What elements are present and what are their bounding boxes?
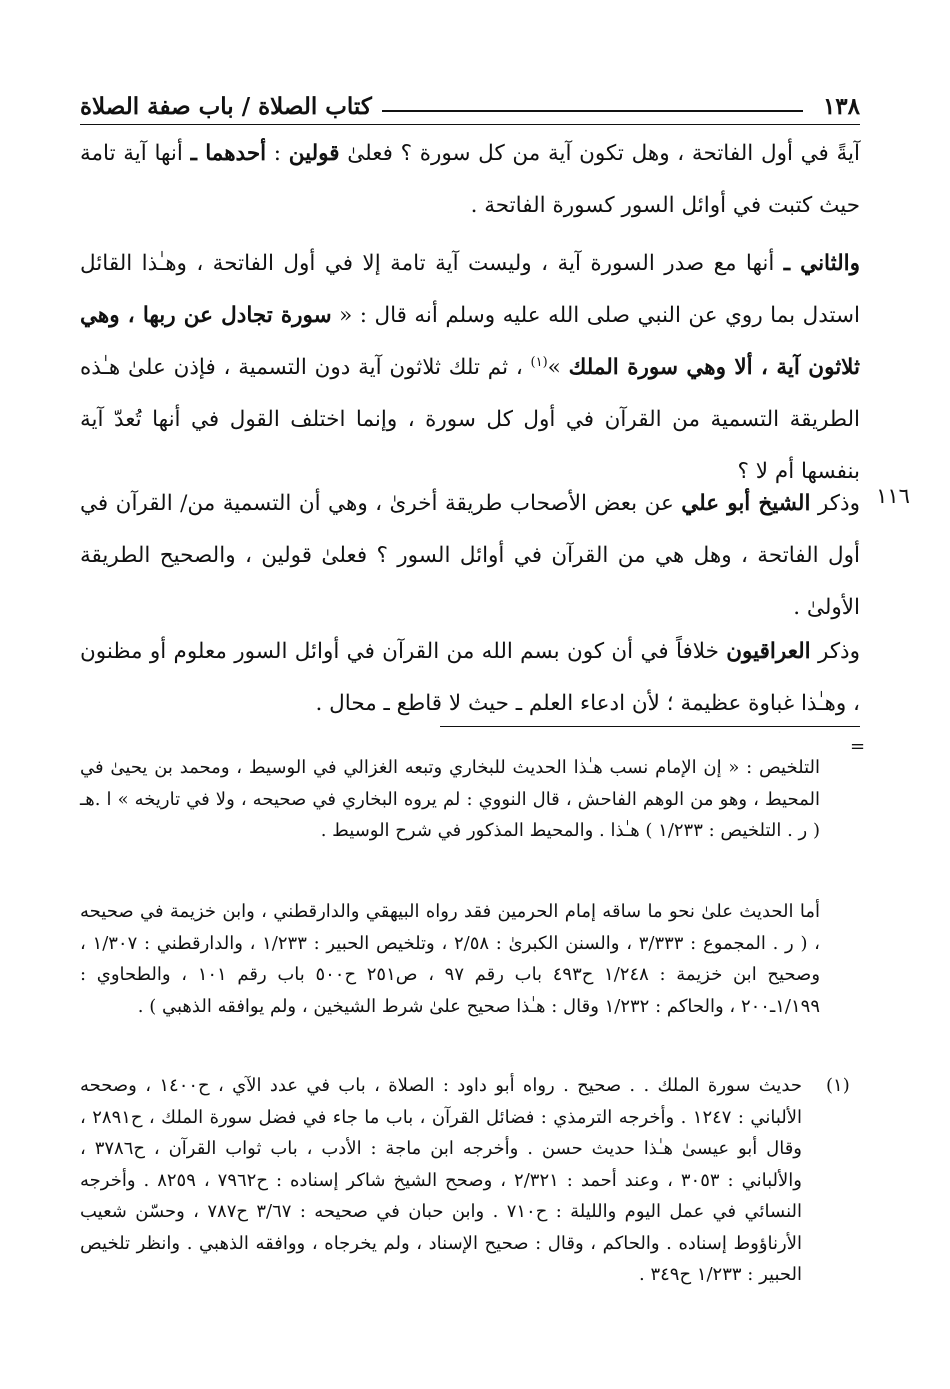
footnote-1 (80, 1070, 802, 1291)
margin-page-number: ١١٦ (876, 484, 910, 508)
header-divider (80, 124, 860, 125)
footnote-reference[interactable]: (١) (530, 354, 548, 370)
text: أنها آية تامة حيث كتبت في أوائل السور كسورة الفاتحة . (80, 141, 860, 218)
text: عن بعض الأصحاب طريقة أخرىٰ ، وهي أن التسمية من/ القرآن في أول الفاتحة ، وهل هي من القرآن في أوائل السور ؟ فعلىٰ قولين ، والصحيح الطريقة الأولىٰ . (80, 491, 860, 620)
footnote-continuation-1 (80, 752, 820, 847)
continuation-mark: = (850, 736, 866, 757)
bold-term: قولين (288, 141, 340, 166)
text: وذكر (810, 491, 860, 516)
page-number: ١٣٨ (822, 93, 860, 120)
text: وذكر (810, 639, 861, 664)
footnote-continuation-2 (80, 896, 820, 1022)
text: آيةً في أول الفاتحة ، وهل تكون آية من كل سورة ؟ فعلىٰ (339, 141, 861, 166)
paragraph-3 (80, 478, 860, 634)
chapter-title: كتاب الصلاة / باب صفة الصلاة (80, 93, 372, 120)
text: خلافاً في أن كون بسم الله من القرآن في أوائل السور معلوم أو مظنون ، وهـٰذا غباوة عظيمة ؛ لأن ادعاء العلم ـ حيث لا قاطع ـ محال . (80, 639, 860, 716)
footnote-text: التلخيص : « إن الإمام نسب هـٰذا الحديث للبخاري وتبعه الغزالي في الوسيط ، ومحمد بن يحيىٰ في المحيط ، وهو من الوهم الفاحش ، قال النووي : لم يروه البخاري في صحيحه ، ولا في تاريخه » ا .هـ ( ر . التلخيص : ١/٢٣٣ ) هـٰذا . والمحيط المذكور في شرح الوسيط . (80, 757, 820, 841)
hadith-quote: سورة تجادل عن ربها ، وهي ثلاثون آية ، ألا وهي سورة الملك (80, 303, 860, 380)
text: » (547, 355, 569, 380)
bold-term: أحدهما ـ (190, 141, 267, 166)
bold-term: الشيخ أبو علي (681, 491, 811, 516)
footnote-text: حديث سورة الملك . . صحيح . رواه أبو داود : الصلاة ، باب في عدد الآي ، ح١٤٠٠ ، وصححه الألباني : ١٢٤٧ . وأخرجه الترمذي : فضائل القرآن ، باب ما جاء في فضل سورة الملك ، ح٢٨٩١ ، وقال أبو عيسىٰ هـٰذا حديث حسن . وأخرجه ابن ماجة : الأدب ، باب ثواب القرآن ، ح٣٧٨٦ ، والألباني : ٣٠٥٣ ، وعند أحمد : ٢/٣٢١ ، وصحح الشيخ شاكر إسناده : ح٧٩٦٢ ، ٨٢٥٩ . وأخرجه النسائي في عمل اليوم والليلة : ح٧١٠ . وابن حبان في صحيحه : ٣/٦٧ ح٧٨٧ ، وحسّن شعيب الأرناؤوط إسناده . والحاكم ، وقال : صحيح الإسناد ، ولم يخرجاه ، ووافقه الذهبي . وانظر تلخيص الحبير : ١/٢٣٣ ح٣٤٩ . (80, 1075, 803, 1285)
footnote-text: أما الحديث علىٰ نحو ما ساقه إمام الحرمين فقد رواه البيهقي والدارقطني ، وابن خزيمة في صحيحه ، ( ر . المجموع : ٣/٣٣٣ ، والسنن الكبرىٰ : ٢/٥٨ ، وتلخيص الحبير : ١/٢٣٣ ، والدارقطني : ١/٣٠٧ ، وصحيح ابن خزيمة : ١/٢٤٨ ح٤٩٣ باب رقم ٩٧ ، ص٢٥١ ح٥٠٠ باب رقم ١٠١ ، والطحاوي : ١/١٩٩ـ٢٠٠ ، والحاكم : ١/٢٣٢ وقال : هـٰذا صحيح علىٰ شرط الشيخين ، ولم يوافقه الذهبي ) . (80, 901, 821, 1017)
bold-term: والثاني ـ (783, 251, 860, 276)
text: : (266, 141, 289, 166)
text: ، ثم تلك ثلاثون آية دون التسمية ، فإذن علىٰ هـٰذه الطريقة التسمية من القرآن في أول كل سورة ، وإنما اختلف القول في أنها تُعدّ آية بنفسها أم لا ؟ (80, 355, 860, 484)
footnote-separator (440, 726, 860, 727)
footnote-marker: (١) (826, 1075, 850, 1096)
running-header (80, 86, 860, 120)
paragraph-2 (80, 238, 860, 498)
text: أنها مع صدر السورة آية ، وليست آية تامة إلا في أول الفاتحة ، وهـٰذا القائل استدل بما روي عن النبي صلى الله عليه وسلم أنه قال : « (80, 251, 861, 328)
paragraph-1 (80, 128, 860, 232)
bold-term: العراقيون (726, 639, 811, 664)
header-rule (382, 110, 803, 112)
paragraph-4 (80, 626, 860, 730)
